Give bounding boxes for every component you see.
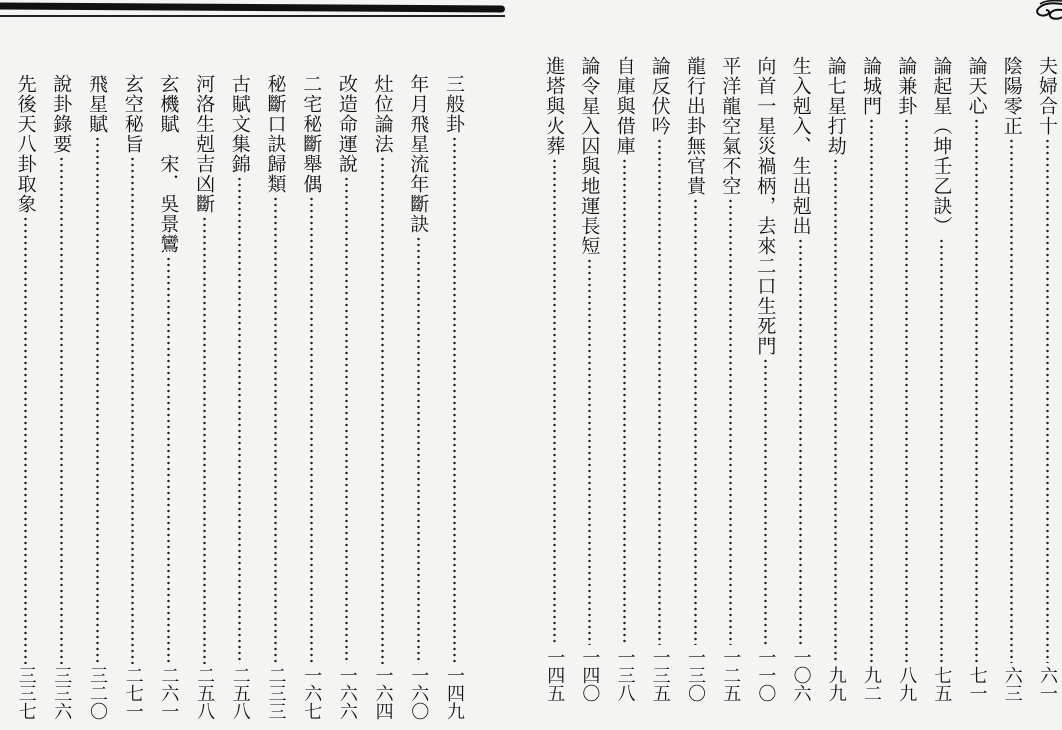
dot-leader: [940, 238, 943, 663]
dot-leader: [764, 358, 767, 645]
toc-entry[interactable]: [227, 74, 253, 720]
toc-entry-page-number: 二六一: [158, 666, 180, 720]
dot-leader: [131, 156, 134, 664]
toc-entry-page-number: 二五八: [229, 666, 251, 720]
toc-entry-page-number: 九二: [861, 666, 882, 702]
toc-entry[interactable]: [48, 74, 74, 720]
dot-leader: [729, 198, 732, 645]
dot-leader: [975, 118, 978, 663]
toc-entry[interactable]: [155, 74, 181, 720]
toc-entry[interactable]: [858, 56, 884, 702]
dot-leader: [381, 156, 384, 664]
toc-entry-page-number: 一三〇: [685, 648, 706, 702]
toc-entry-page-number: 七一: [966, 666, 988, 702]
toc-entry-title: 論令星入囚與地運長短: [578, 56, 601, 256]
dot-leader: [274, 196, 277, 664]
dot-leader: [1046, 138, 1049, 663]
toc-entry-page-number: 一四九: [444, 666, 465, 720]
toc-entry-page-number: 八九: [896, 666, 918, 702]
toc-entry-title: 論城門: [860, 56, 882, 116]
toc-entry-page-number: 一二五: [720, 648, 742, 702]
dot-leader: [658, 138, 661, 645]
toc-entry-title: 生入剋入、生出剋出: [789, 56, 812, 236]
toc-entry[interactable]: [823, 56, 849, 702]
toc-entry-page-number: 三三六: [51, 666, 73, 720]
dot-leader: [96, 136, 99, 664]
toc-entry[interactable]: [191, 74, 217, 720]
dot-leader: [453, 136, 456, 664]
toc-entry-title: 向首一星災禍柄，去來二口生死門: [754, 56, 777, 356]
dot-leader: [905, 118, 908, 663]
toc-entry[interactable]: [612, 56, 638, 702]
toc-entry[interactable]: [370, 74, 396, 720]
dot-leader: [799, 238, 802, 645]
toc-entry-page-number: 一六六: [336, 666, 358, 720]
toc-entry[interactable]: [893, 56, 919, 702]
toc-entry-title: 灶位論法: [371, 74, 394, 154]
toc-entry-title: 秘斷口訣歸類: [264, 74, 287, 194]
toc-entry[interactable]: [84, 74, 110, 720]
toc-entry[interactable]: [928, 56, 954, 702]
toc-entry-page-number: 一三八: [614, 648, 636, 702]
toc-entry-title: 三般卦: [443, 74, 465, 134]
toc-entry[interactable]: [441, 74, 467, 720]
toc-entry[interactable]: [334, 74, 360, 720]
toc-entry-title: 夫婦合十: [1036, 56, 1058, 136]
dot-leader: [310, 196, 313, 664]
toc-entry-title: 論兼卦: [895, 56, 918, 116]
toc-entry-page-number: 二七一: [122, 666, 144, 720]
toc-entry[interactable]: [298, 74, 324, 720]
dot-leader: [203, 216, 206, 664]
dot-leader: [60, 156, 63, 664]
toc-entry[interactable]: [717, 56, 743, 702]
toc-entry-page-number: 一四〇: [579, 648, 601, 702]
dot-leader: [553, 158, 556, 645]
toc-entry-title: 平洋龍空氣不空: [719, 56, 742, 196]
toc-entry-page-number: 一六〇: [408, 666, 430, 720]
toc-entry-page-number: 六三: [1001, 666, 1023, 702]
toc-entry-title: 年月飛星流年斷訣: [407, 74, 430, 234]
dot-leader: [588, 258, 591, 645]
toc-entry[interactable]: [120, 74, 146, 720]
toc-entry[interactable]: [263, 74, 289, 720]
toc-entry-title: 龍行出卦無官貴: [684, 56, 706, 196]
toc-entry-title: 說卦錄要: [50, 74, 73, 154]
toc-entry-title: 玄空秘旨: [121, 74, 144, 154]
toc-entry[interactable]: [682, 56, 708, 702]
toc-entry-title: 玄機賦 宋．吳景鸞: [157, 74, 180, 254]
toc-entry[interactable]: [13, 74, 39, 720]
toc-entry-page-number: 三二〇: [87, 666, 108, 720]
toc-entry-title: 論七星打劫: [824, 56, 847, 156]
toc-entry-title: 論起星（坤壬乙訣）: [930, 56, 953, 236]
toc-entry[interactable]: [999, 56, 1025, 702]
toc-entry-page-number: 一四五: [544, 648, 566, 702]
toc-entry-page-number: 一〇六: [790, 648, 812, 702]
dot-leader: [834, 158, 837, 663]
toc-entry[interactable]: [647, 56, 673, 702]
toc-entry-title: 先後天八卦取象: [14, 74, 37, 214]
dot-leader: [694, 198, 697, 645]
toc-entry-page-number: 三三七: [15, 666, 37, 720]
toc-entry[interactable]: [788, 56, 814, 702]
toc-entry-title: 自庫與借庫: [613, 56, 636, 156]
dot-leader: [345, 176, 348, 664]
dot-leader: [1010, 138, 1013, 663]
toc-entry-title: 論反伏吟: [648, 56, 671, 136]
toc-entry-title: 進塔與火葬: [543, 56, 566, 156]
toc-entry-title: 論天心: [965, 56, 988, 116]
toc-entry[interactable]: [752, 56, 778, 702]
toc-entry-page-number: 九九: [825, 666, 847, 702]
toc-entry-page-number: 一六七: [301, 666, 323, 720]
toc-entry-title: 河洛生剋吉凶斷: [193, 74, 216, 214]
dot-leader: [417, 236, 420, 664]
toc-entry-page-number: 一一〇: [755, 648, 777, 702]
dot-leader: [870, 118, 873, 663]
toc-entry-page-number: 七五: [931, 666, 953, 702]
toc-entry-title: 二宅秘斷舉偶: [300, 74, 323, 194]
toc-entry[interactable]: [576, 56, 602, 702]
toc-entry-page-number: 六一: [1037, 666, 1058, 702]
toc-entry-page-number: 二三三: [265, 666, 287, 720]
dot-leader: [238, 176, 241, 664]
toc-entry[interactable]: [1034, 56, 1060, 702]
dot-leader: [623, 158, 626, 645]
toc-entry-title: 陰陽零正: [1000, 56, 1023, 136]
toc-entry-title: 飛星賦: [86, 74, 108, 134]
toc-entry[interactable]: [964, 56, 990, 702]
dot-leader: [167, 256, 170, 664]
toc-entry-title: 改造命運說: [335, 74, 358, 174]
toc-entry-title: 古賦文集錦: [228, 74, 251, 174]
toc-entry[interactable]: [405, 74, 431, 720]
dot-leader: [24, 216, 27, 664]
toc-entry-page-number: 二五八: [194, 666, 216, 720]
toc-entry[interactable]: [541, 56, 567, 702]
toc-entry-page-number: 一六四: [372, 666, 394, 720]
toc-entry-page-number: 一三五: [649, 648, 671, 702]
